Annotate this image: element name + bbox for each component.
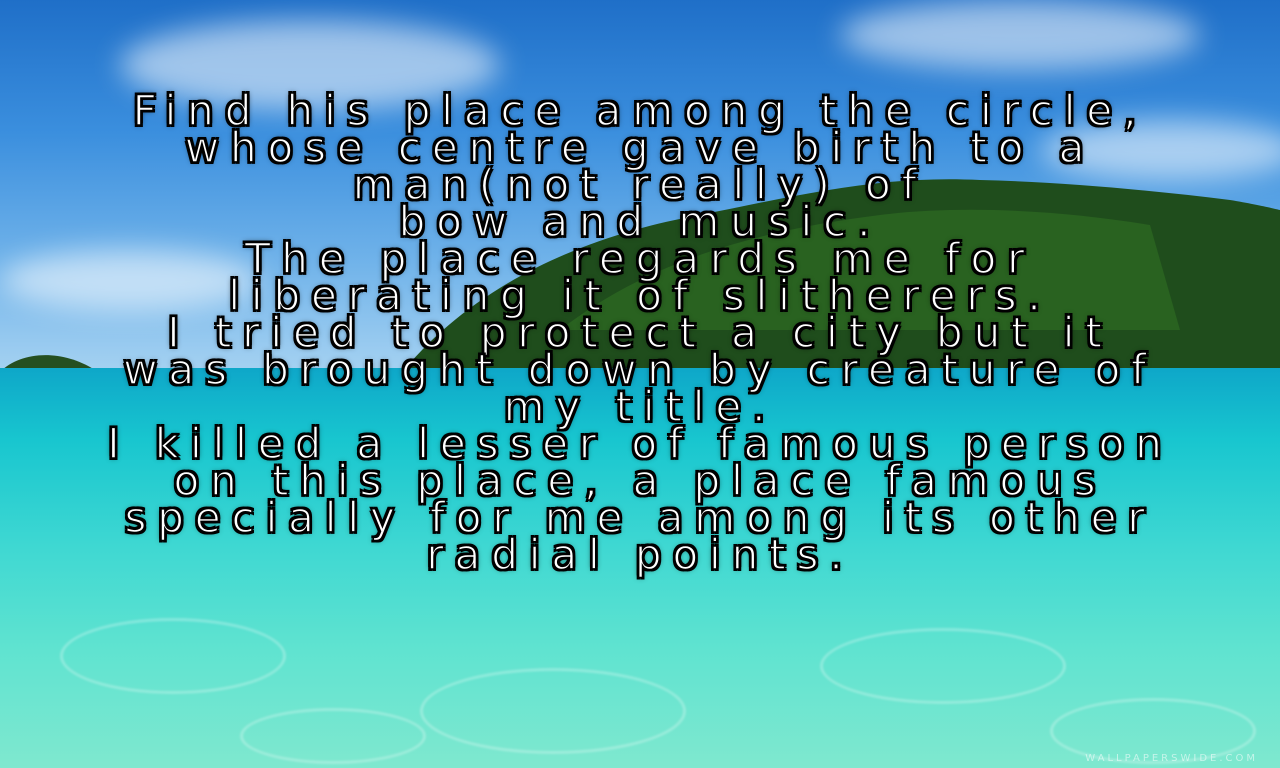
water-ripple [240, 708, 426, 764]
water-ripple [420, 668, 686, 754]
poem-line: The place regards me for [244, 234, 1036, 283]
water-ripple [60, 618, 286, 694]
poem-line: my title. [503, 382, 777, 431]
poem-line: Find his place among the circle, [132, 86, 1148, 135]
poem-line: specially for me among its other [124, 493, 1156, 542]
poem-line: man(not really) of [352, 160, 928, 209]
poem-line: I killed a lesser of famous person [107, 419, 1173, 468]
poem-line: was brought down by creature of [123, 345, 1157, 394]
poem-line: bow and music. [398, 197, 882, 246]
poem-line: whose centre gave birth to a [184, 123, 1096, 172]
poem-line: radial points. [426, 530, 854, 579]
poem-text [0, 86, 1280, 579]
watermark: WALLPAPERSWIDE.COM [1085, 753, 1258, 764]
poem-line: on this place, a place famous [173, 456, 1107, 505]
poem-line: I tried to protect a city but it [167, 308, 1113, 357]
water-ripple [820, 628, 1066, 704]
poem-line: liberating it of slitherers. [228, 271, 1052, 320]
